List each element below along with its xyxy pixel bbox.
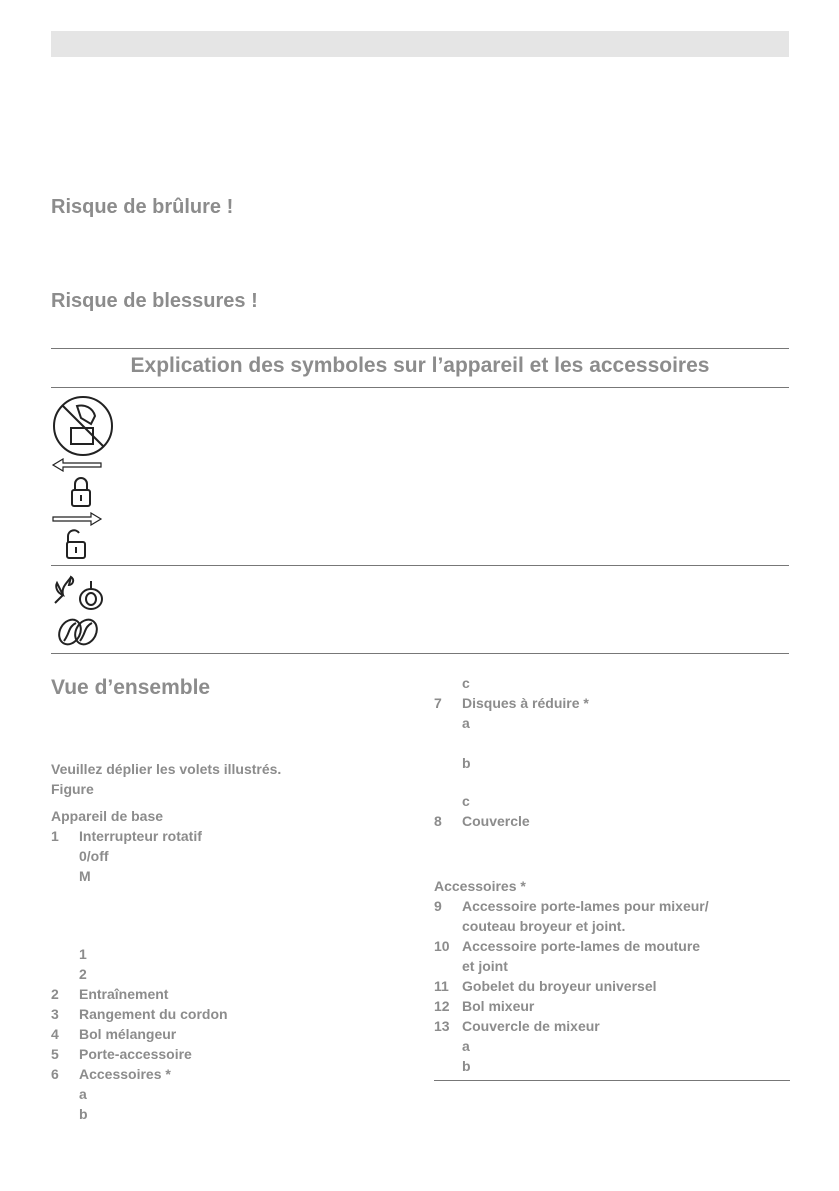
- base-title: Appareil de base: [51, 808, 164, 824]
- arrow-left-icon: [51, 458, 103, 472]
- warning-injury: Risque de blessures !: [51, 290, 258, 312]
- coffee-beans-icon: [56, 617, 100, 647]
- symbols-title: Explication des symboles sur l’appareil et les accessoires: [130, 354, 710, 377]
- warning-burn: Risque de brûlure !: [51, 196, 234, 218]
- divider: [51, 348, 789, 349]
- divider: [51, 387, 789, 388]
- divider: [434, 1080, 790, 1081]
- lock-open-icon: [62, 528, 88, 560]
- right-list: c 7 Disques à réduire * a b c 8 Couvercle Accessoires * 9 Accessoire porte-lames pour mixeur/ couteau broyeur et joint. 10 Accessoire porte-lames de mouture et joint 11 Gobelet du broyeur universel 12 Bol mixeur 13 Couvercle de mixeur a b: [434, 675, 709, 1074]
- overview-title: Vue d’ensemble: [51, 676, 211, 699]
- figure-label: Figure: [51, 781, 94, 797]
- divider: [51, 653, 789, 654]
- arrow-right-icon: [51, 512, 103, 526]
- no-hands-icon: [51, 394, 115, 458]
- header-bar: [51, 31, 789, 57]
- lock-closed-icon: [69, 476, 93, 508]
- left-list: 1 Interrupteur rotatif 0/off M 1 2 2 Entraînement 3 Rangement du cordon 4 Bol mélangeur 5 Porte-accessoire 6 Accessoires * a b: [51, 828, 228, 1122]
- overview-intro: Veuillez déplier les volets illustrés.: [51, 761, 282, 777]
- divider: [51, 565, 789, 566]
- herbs-onion-icon: [51, 573, 105, 611]
